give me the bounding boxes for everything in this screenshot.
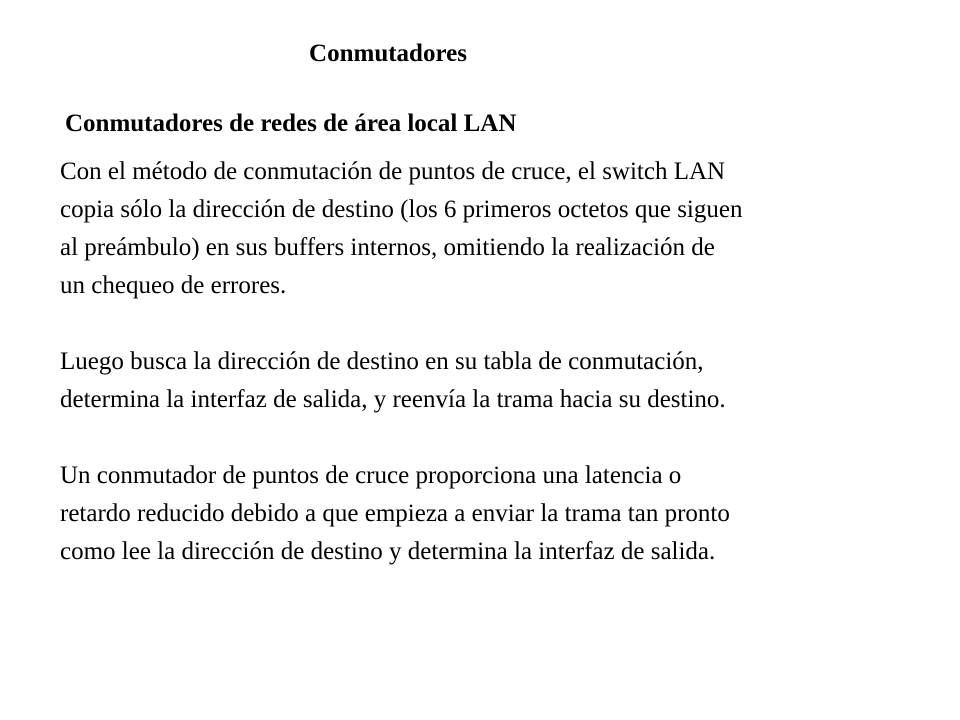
body-line: retardo reducido debido a que empieza a enviar la trama tan pronto [60,500,730,527]
body-line: Un conmutador de puntos de cruce proporciona una latencia o [60,462,682,489]
paragraph-cut-through-method [60,153,940,305]
paragraph-spacer [60,305,940,343]
body-line: copia sólo la dirección de destino (los 6 primeros octetos que siguen [60,196,743,223]
paragraph-lookup-forward [60,343,940,419]
paragraph-spacer [60,419,940,457]
slide-body [60,153,940,571]
body-line: determina la interfaz de salida, y reenvía la trama hacia su destino. [60,386,726,413]
body-line: como lee la dirección de destino y determina la interfaz de salida. [60,538,716,565]
body-line: Con el método de conmutación de puntos de cruce, el switch LAN [60,158,726,185]
body-line: un chequeo de errores. [60,272,287,299]
slide-subtitle: Conmutadores de redes de área local LAN [65,110,517,137]
paragraph-latency [60,457,940,571]
slide-title: Conmutadores [309,40,467,67]
body-line: al preámbulo) en sus buffers internos, omitiendo la realización de [60,234,715,261]
body-line: Luego busca la dirección de destino en su tabla de conmutación, [60,348,704,375]
